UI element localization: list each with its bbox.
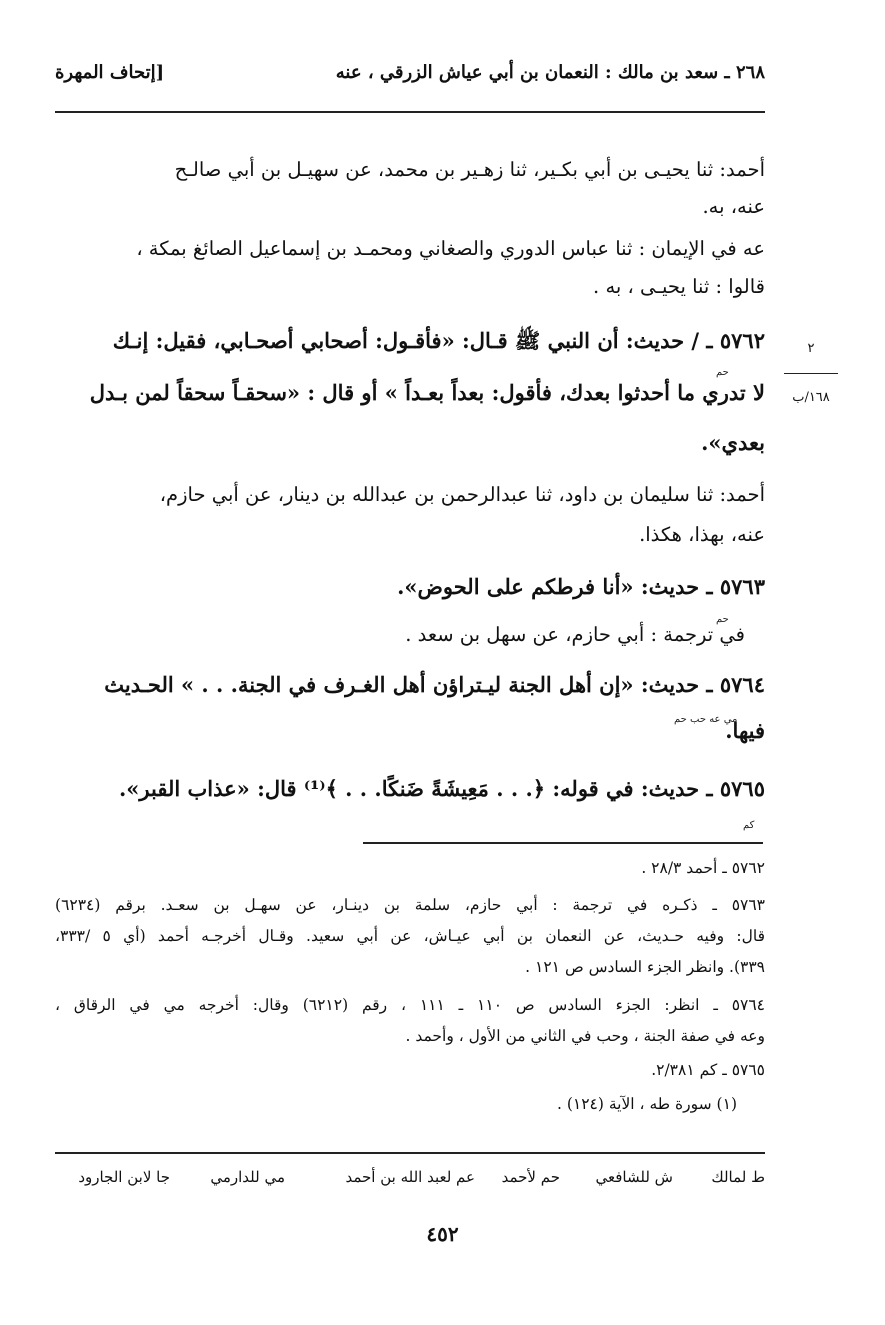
abbreviation-item: جا لابن الجارود bbox=[78, 1168, 170, 1186]
text-line: عه في الإيمان : ثنا عباس الدوري والصغاني ومحمـد بن إسماعيل الصائغ بمكة ، bbox=[136, 237, 765, 260]
source-sigla: كم bbox=[743, 820, 755, 831]
hadith-5762-line: ٥٧٦٢ ـ / حديث: أن النبي ﷺ قـال: «فأقـول: أصحابي أصحـابي، فقيل: إنـك bbox=[112, 328, 765, 353]
hadith-5762-line: بعدي». bbox=[701, 430, 765, 455]
text-line: عنه، به. bbox=[702, 195, 765, 218]
abbreviation-item: عم لعبد الله بن أحمد bbox=[345, 1168, 475, 1186]
footnote-quran-ref: (١) سورة طه ، الآية (١٢٤) . bbox=[556, 1095, 737, 1113]
manuscript-folio-marker bbox=[784, 326, 838, 421]
footnote-line: ٥٧٦٣ ـ ذكـره في ترجمة : أبي حازم، سلمة بن دينـار، عن سهـل بن سعـد. برقم (٦٢٣٤) bbox=[55, 896, 765, 914]
running-header bbox=[55, 62, 765, 96]
footnote-line: وعه في صفة الجنة ، وحب في الثاني من الأول ، وأحمد . bbox=[405, 1027, 765, 1045]
source-sigla: حم bbox=[716, 614, 729, 625]
hadith-5764-line: ٥٧٦٤ ـ حديث: «إن أهل الجنة ليـتراؤن أهل الغـرف في الجنة. . . » الحـديث bbox=[104, 672, 765, 697]
footnote-line: قال: وفيه حـديث، عن النعمان بن أبي عيـاش، عن أبي سعيد. وقـال أخرجـه أحمد (أي ٥ /٣٣٣، bbox=[55, 927, 765, 945]
footnote-line: ٣٣٩). وانظر الجزء السادس ص ١٢١ . bbox=[525, 958, 765, 976]
page-number: ٤٥٢ bbox=[426, 1222, 459, 1246]
chapter-heading: ٢٦٨ ـ سعد بن مالك : النعمان بن أبي عياش الزرقي ، عنه bbox=[335, 62, 765, 83]
hadith-5763-line: ٥٧٦٣ ـ حديث: «أنا فرطكم على الحوض». bbox=[397, 574, 765, 599]
text-line: أحمد: ثنا سليمان بن داود، ثنا عبدالرحمن بن عبدالله بن دينار، عن أبي حازم، bbox=[159, 483, 765, 506]
book-title: [إتحاف المهرة bbox=[55, 62, 165, 83]
hadith-5765-line: ٥٧٦٥ ـ حديث: في قوله: ﴿. . . مَعِيشَةً ضَنكًا. . . ﴾⁽¹⁾ قال: «عذاب القبر». bbox=[118, 776, 765, 801]
folio-number: ٢ bbox=[807, 341, 815, 356]
text-line: قالوا : ثنا يحيـى ، به . bbox=[593, 275, 765, 298]
footnote-5762: ٥٧٦٢ ـ أحمد ٢٨/٣ . bbox=[641, 859, 765, 877]
source-sigla: حم bbox=[716, 367, 729, 378]
hadith-5762-line: لا تدري ما أحدثوا بعدك، فأقول: بعداً بعـداً » أو قال : «سحقـاً سحقاً لمن بـدل bbox=[89, 380, 765, 405]
hadith-5764-line: فيها. bbox=[725, 718, 765, 743]
source-sigla: مي عه حب حم bbox=[674, 714, 738, 725]
header-rule bbox=[55, 111, 765, 113]
abbreviations-key bbox=[55, 1168, 765, 1192]
abbreviation-item: مي للدارمي bbox=[210, 1168, 285, 1186]
footnote-5765: ٥٧٦٥ ـ كم ٢/٣٨١. bbox=[651, 1061, 765, 1079]
abbreviations-rule bbox=[55, 1152, 765, 1154]
folio-divider bbox=[784, 373, 838, 374]
footnote-line: ٥٧٦٤ ـ انظر: الجزء السادس ص ١١٠ ـ ١١١ ، رقم (٦٢١٢) وقال: أخرجه مي في الرقاق ، bbox=[55, 996, 765, 1014]
footnote-rule bbox=[363, 842, 763, 844]
text-line: عنه، بهذا، هكذا. bbox=[639, 523, 765, 546]
abbreviation-item: حم لأحمد bbox=[501, 1168, 560, 1186]
abbreviation-item: ش للشافعي bbox=[595, 1168, 673, 1186]
abbreviation-item: ط لمالك bbox=[711, 1168, 765, 1186]
text-line: أحمد: ثنا يحيـى بن أبي بكـير، ثنا زهـير بن محمد، عن سهيـل بن أبي صالـح bbox=[174, 158, 765, 181]
folio-reference: ١٦٨/ب bbox=[792, 390, 830, 405]
text-line: في ترجمة : أبي حازم، عن سهل بن سعد . bbox=[405, 623, 745, 646]
